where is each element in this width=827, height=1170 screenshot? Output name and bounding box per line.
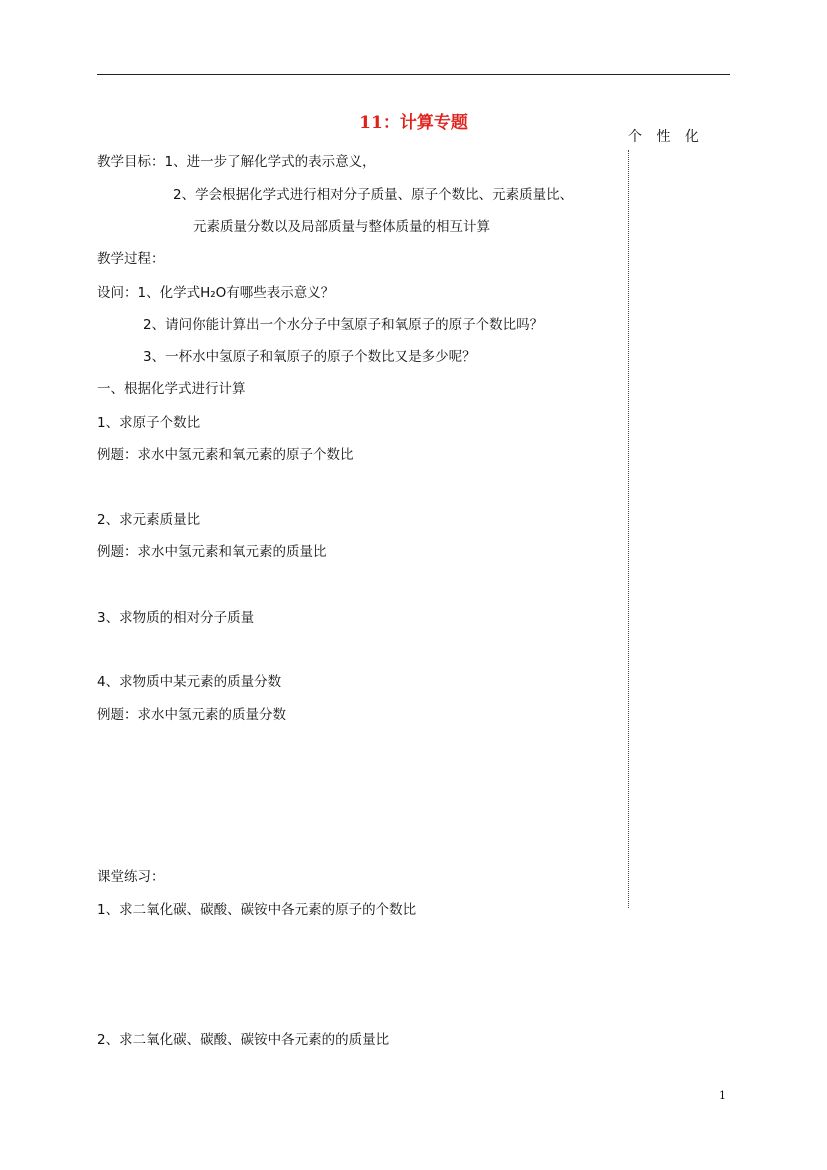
item-4: 4、求物质中某元素的质量分数 bbox=[97, 674, 282, 690]
item-1: 1、求原子个数比 bbox=[97, 415, 201, 431]
goal-line-2: 2、学会根据化学式进行相对分子质量、原子个数比、元素质量比、 bbox=[173, 187, 574, 203]
practice-heading: 课堂练习： bbox=[97, 869, 165, 885]
process-heading: 教学过程： bbox=[97, 251, 165, 267]
page-title: 11：计算专题 bbox=[359, 113, 468, 133]
sidebar-label: 个 性 化 bbox=[628, 129, 704, 145]
question-1: 设问：1、化学式H₂O有哪些表示意义？ bbox=[97, 285, 335, 301]
example-4: 例题：求水中氢元素的质量分数 bbox=[97, 707, 286, 723]
page-number: 1 bbox=[719, 1089, 726, 1102]
practice-1: 1、求二氧化碳、碳酸、碳铵中各元素的原子的个数比 bbox=[97, 902, 417, 918]
sidebar-divider bbox=[628, 150, 629, 908]
header-rule bbox=[97, 74, 730, 75]
question-3: 3、一杯水中氢原子和氧原子的原子个数比又是多少呢？ bbox=[143, 349, 476, 365]
practice-2: 2、求二氧化碳、碳酸、碳铵中各元素的的质量比 bbox=[97, 1032, 390, 1048]
goal-line-3: 元素质量分数以及局部质量与整体质量的相互计算 bbox=[193, 219, 490, 235]
question-2: 2、请问你能计算出一个水分子中氢原子和氧原子的原子个数比吗？ bbox=[143, 317, 544, 333]
goal-line-1: 教学目标：1、进一步了解化学式的表示意义， bbox=[97, 154, 376, 170]
item-3: 3、求物质的相对分子质量 bbox=[97, 610, 255, 626]
example-2: 例题：求水中氢元素和氧元素的质量比 bbox=[97, 544, 327, 560]
item-2: 2、求元素质量比 bbox=[97, 512, 201, 528]
section-heading: 一、根据化学式进行计算 bbox=[97, 381, 246, 397]
example-1: 例题：求水中氢元素和氧元素的原子个数比 bbox=[97, 447, 354, 463]
